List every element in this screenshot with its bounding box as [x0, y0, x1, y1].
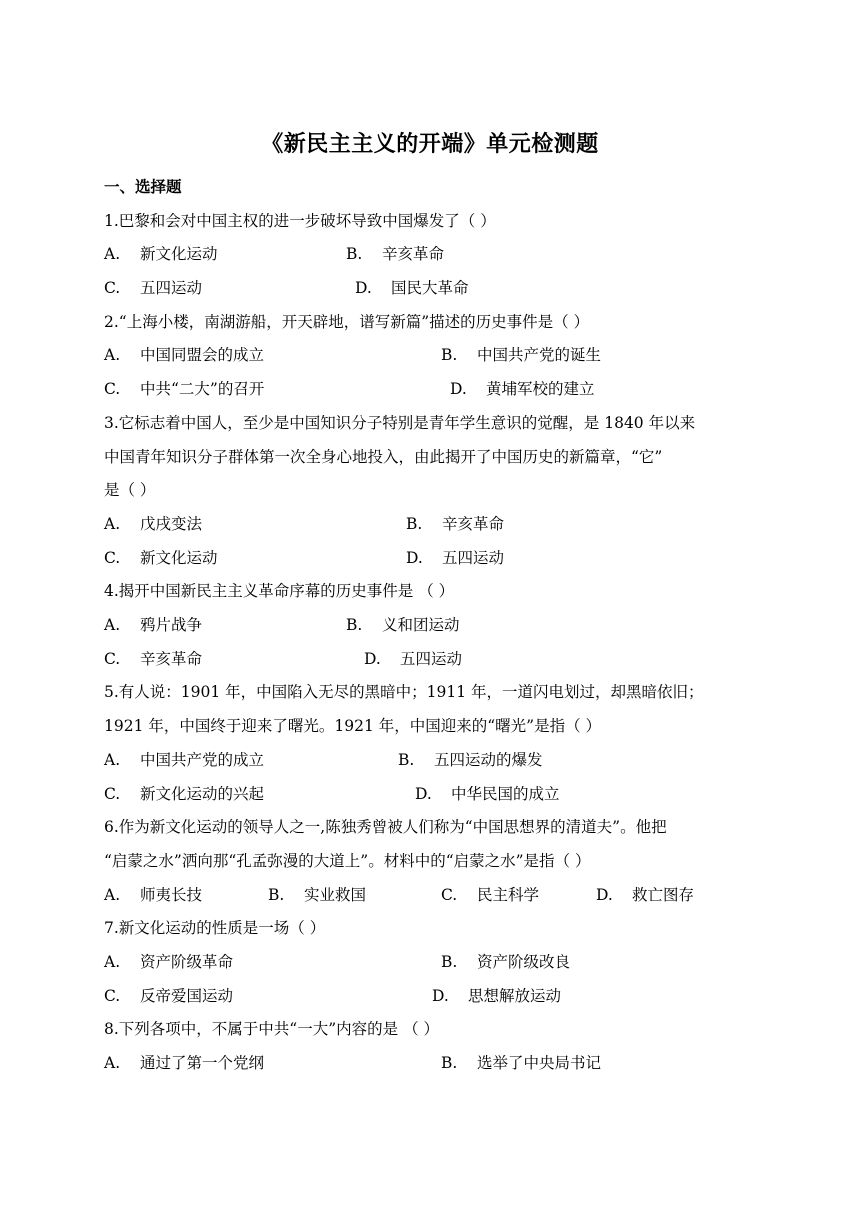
- question-4-option-b: [346, 614, 460, 636]
- option-text: 资产阶级革命: [140, 953, 234, 971]
- option-letter: D.: [406, 549, 423, 567]
- section-heading: 一、选择题: [104, 178, 182, 196]
- option-text: 新文化运动的兴起: [140, 785, 265, 803]
- option-text: 辛亥革命: [442, 515, 505, 533]
- question-7-option-c: [104, 985, 233, 1007]
- question-5-stem-line-2: 1921 年，中国终于迎来了曙光。1921 年，中国迎来的“曙光”是指（ ）: [104, 717, 602, 735]
- option-letter: A.: [104, 515, 121, 533]
- question-2-option-a: [104, 344, 264, 366]
- document-title: 《新民主主义的开端》单元检测题: [261, 132, 599, 157]
- question-3-option-b: [406, 513, 504, 535]
- option-letter: B.: [406, 515, 423, 533]
- option-text: 五四运动: [400, 650, 463, 668]
- option-text: 师夷长技: [140, 886, 203, 904]
- option-letter: C.: [104, 279, 121, 297]
- option-text: 反帝爱国运动: [140, 987, 234, 1005]
- question-2-option-c: [104, 378, 264, 400]
- option-text: 新文化运动: [140, 245, 218, 263]
- option-letter: B.: [346, 245, 363, 263]
- question-5-option-d: [415, 783, 560, 805]
- option-letter: A.: [104, 751, 121, 769]
- question-4-option-a: [104, 614, 202, 636]
- question-1-stem: 1.巴黎和会对中国主权的进一步破坏导致中国爆发了（ ）: [104, 212, 496, 230]
- option-text: 五四运动: [442, 549, 505, 567]
- question-4-stem: 4.揭开中国新民主主义革命序幕的历史事件是 （ ）: [104, 582, 455, 600]
- question-3-stem-line-2: 中国青年知识分子群体第一次全身心地投入，由此揭开了中国历史的新篇章，“它”: [104, 448, 663, 466]
- question-6-option-b: [268, 884, 366, 906]
- question-8-option-b: [441, 1052, 601, 1074]
- option-text: 中国共产党的成立: [140, 751, 265, 769]
- option-text: 义和团运动: [382, 616, 460, 634]
- option-letter: B.: [441, 1054, 458, 1072]
- question-3-option-d: [406, 547, 504, 569]
- option-text: 新文化运动: [140, 549, 218, 567]
- question-5-option-c: [104, 783, 264, 805]
- question-8-option-a: [104, 1052, 264, 1074]
- option-letter: D.: [364, 650, 381, 668]
- option-text: 资产阶级改良: [477, 953, 571, 971]
- question-7-option-b: [441, 951, 570, 973]
- option-text: 五四运动: [140, 279, 203, 297]
- option-text: 通过了第一个党纲: [140, 1054, 265, 1072]
- question-7-option-d: [432, 985, 561, 1007]
- question-6-option-d: [596, 884, 694, 906]
- question-6-option-c: [441, 884, 539, 906]
- option-letter: A.: [104, 886, 121, 904]
- option-letter: B.: [441, 346, 458, 364]
- question-5-option-b: [398, 749, 543, 771]
- option-text: 鸦片战争: [140, 616, 203, 634]
- option-text: 中国共产党的诞生: [477, 346, 602, 364]
- option-text: 中共“二大”的召开: [140, 380, 265, 398]
- option-letter: C.: [104, 650, 121, 668]
- question-6-option-a: [104, 884, 202, 906]
- option-letter: C.: [104, 549, 121, 567]
- question-1-option-b: [346, 243, 444, 265]
- question-2-stem: 2.“上海小楼，南湖游船，开天辟地，谱写新篇”描述的历史事件是（ ）: [104, 313, 590, 331]
- option-text: 戊戌变法: [140, 515, 203, 533]
- option-letter: D.: [596, 886, 613, 904]
- option-letter: A.: [104, 953, 121, 971]
- option-text: 民主科学: [477, 886, 540, 904]
- option-letter: C.: [104, 785, 121, 803]
- option-text: 思想解放运动: [468, 987, 562, 1005]
- option-text: 实业救国: [304, 886, 367, 904]
- option-letter: B.: [398, 751, 415, 769]
- option-text: 黄埔军校的建立: [486, 380, 595, 398]
- option-letter: A.: [104, 346, 121, 364]
- option-text: 辛亥革命: [140, 650, 203, 668]
- option-letter: D.: [432, 987, 449, 1005]
- question-4-option-d: [364, 648, 462, 670]
- option-text: 中国同盟会的成立: [140, 346, 265, 364]
- question-7-option-a: [104, 951, 233, 973]
- option-letter: D.: [355, 279, 372, 297]
- question-7-stem: 7.新文化运动的性质是一场（ ）: [104, 919, 326, 937]
- question-2-option-b: [441, 344, 601, 366]
- option-text: 救亡图存: [632, 886, 695, 904]
- question-3-option-a: [104, 513, 202, 535]
- question-1-option-d: [355, 277, 469, 299]
- question-5-stem-line-1: 5.有人说：1901 年，中国陷入无尽的黑暗中；1911 年，一道闪电划过，却黑暗依旧；: [104, 683, 704, 701]
- question-3-stem-line-1: 3.它标志着中国人，至少是中国知识分子特别是青年学生意识的觉醒，是 1840 年以来: [104, 414, 696, 432]
- option-text: 选举了中央局书记: [477, 1054, 602, 1072]
- option-letter: A.: [104, 616, 121, 634]
- question-5-option-a: [104, 749, 264, 771]
- option-text: 国民大革命: [391, 279, 469, 297]
- option-letter: B.: [441, 953, 458, 971]
- option-letter: A.: [104, 1054, 121, 1072]
- option-letter: C.: [441, 886, 458, 904]
- question-6-stem-line-1: 6.作为新文化运动的领导人之一,陈独秀曾被人们称为“中国思想界的清道夫”。他把: [104, 818, 667, 836]
- question-4-option-c: [104, 648, 202, 670]
- option-text: 五四运动的爆发: [434, 751, 543, 769]
- question-3-stem-line-3: 是（ ）: [104, 481, 156, 499]
- question-8-stem: 8.下列各项中，不属于中共“一大”内容的是 （ ）: [104, 1020, 439, 1038]
- option-text: 中华民国的成立: [451, 785, 560, 803]
- option-letter: B.: [346, 616, 363, 634]
- option-text: 辛亥革命: [382, 245, 445, 263]
- question-1-option-c: [104, 277, 202, 299]
- question-3-option-c: [104, 547, 218, 569]
- option-letter: D.: [450, 380, 467, 398]
- question-6-stem-line-2: “启蒙之水”洒向那“孔孟弥漫的大道上”。材料中的“启蒙之水”是指（ ）: [104, 852, 591, 870]
- question-1-option-a: [104, 243, 218, 265]
- option-letter: A.: [104, 245, 121, 263]
- question-2-option-d: [450, 378, 595, 400]
- option-letter: C.: [104, 987, 121, 1005]
- option-letter: D.: [415, 785, 432, 803]
- option-letter: B.: [268, 886, 285, 904]
- option-letter: C.: [104, 380, 121, 398]
